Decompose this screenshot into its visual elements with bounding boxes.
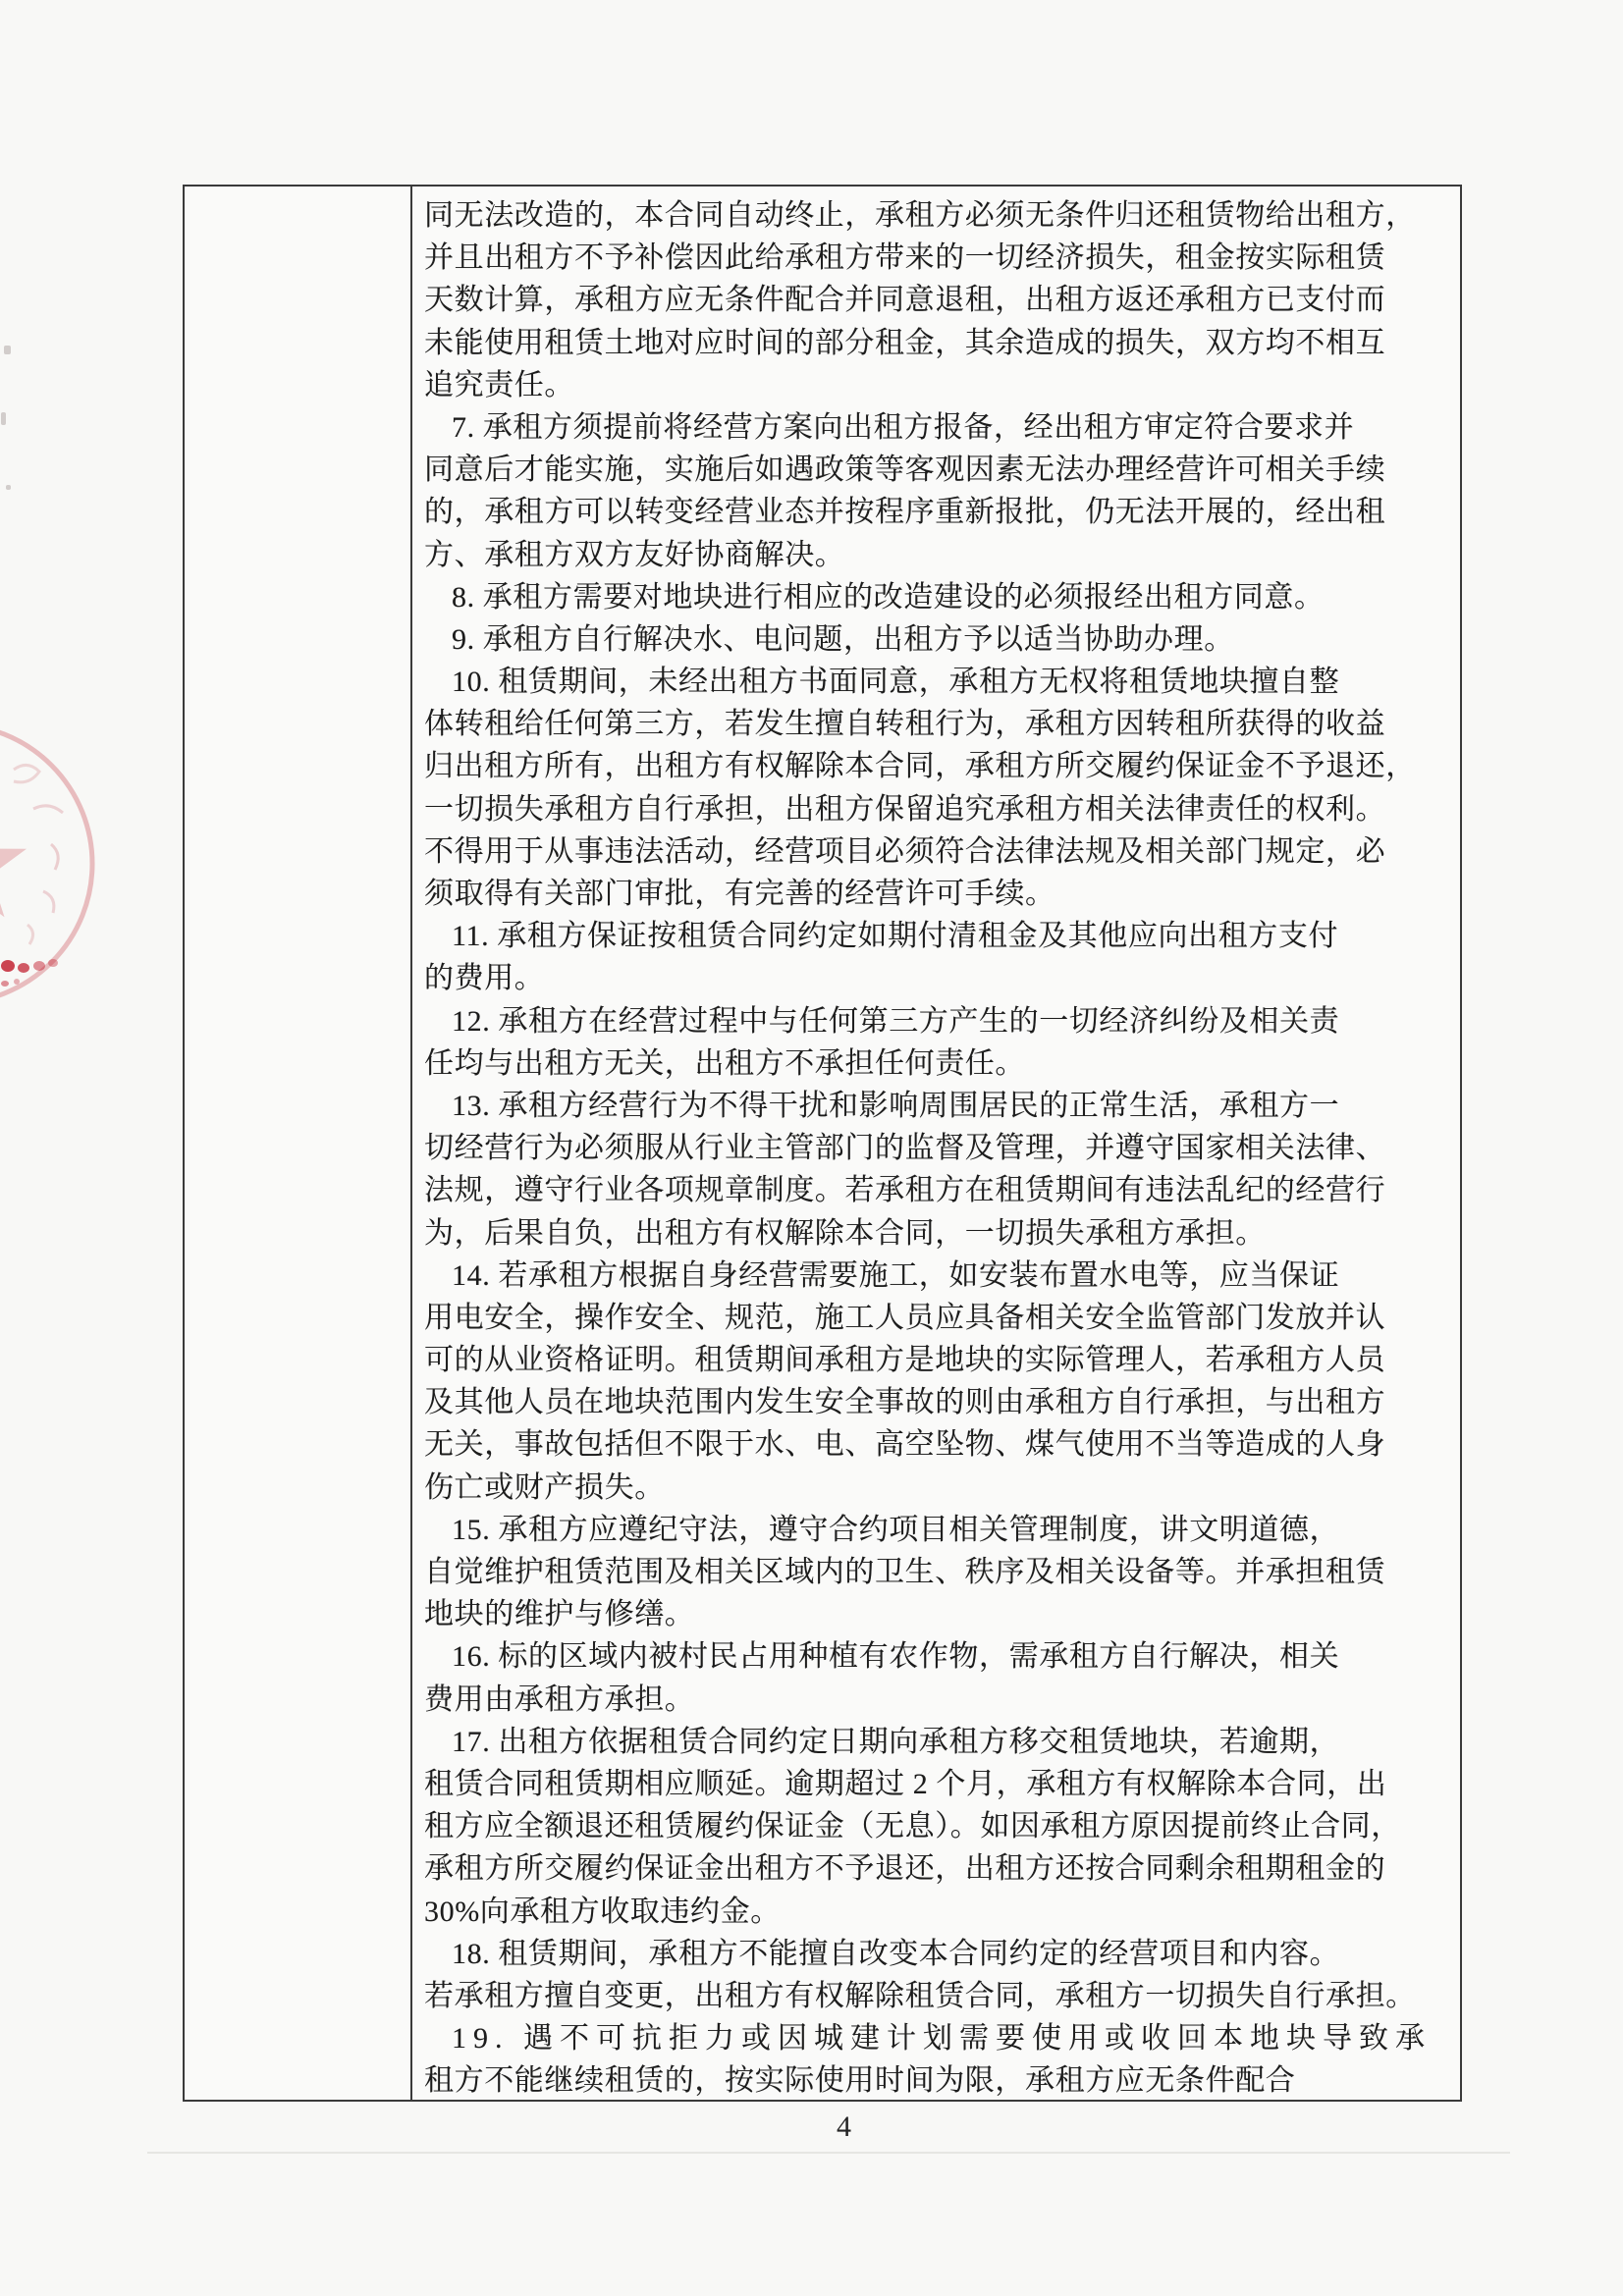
text-line: 11. 承租方保证按租赁合同约定如期付清租金及其他应向出租方支付	[452, 920, 1339, 953]
contract-table	[183, 185, 1462, 2102]
text-line: 的，承租方可以转变经营业态并按程序重新报批，仍无法开展的，经出租	[424, 496, 1386, 529]
text-line: 可的从业资格证明。租赁期间承租方是地块的实际管理人，若承租方人员	[424, 1344, 1386, 1377]
text-line: 天数计算，承租方应无条件配合并同意退租，出租方返还承租方已支付而	[424, 284, 1386, 317]
seal-star-icon	[0, 807, 27, 917]
text-line: 法规，遵守行业各项规章制度。若承租方在租赁期间有违法乱纪的经营行	[424, 1174, 1386, 1207]
text-line: 租方不能继续租赁的，按实际使用时间为限，承租方应无条件配合	[424, 2064, 1296, 2098]
text-line: 未能使用租赁土地对应时间的部分租金，其余造成的损失，双方均不相互	[424, 326, 1386, 359]
text-line: 14. 若承租方根据自身经营需要施工，如安装布置水电等，应当保证	[452, 1258, 1340, 1292]
text-line: 同意后才能实施，实施后如遇政策等客观因素无法办理经营许可相关手续	[424, 454, 1386, 487]
text-line: 8. 承租方需要对地块进行相应的改造建设的必须报经出租方同意。	[452, 580, 1325, 614]
text-line: 7. 承租方须提前将经营方案向出租方报备，经出租方审定符合要求并	[452, 410, 1355, 444]
text-line: 任均与出租方无关，出租方不承担任何责任。	[424, 1046, 1025, 1080]
table-left-column-empty	[185, 187, 412, 2100]
text-line: 及其他人员在地块范围内发生安全事故的则由承租方自行承担，与出租方	[424, 1386, 1386, 1419]
text-line: 费用由承租方承担。	[424, 1682, 695, 1716]
text-line: 一切损失承租方自行承担，出租方保留追究承租方相关法律责任的权利。	[424, 792, 1386, 826]
text-line: 用电安全，操作安全、规范，施工人员应具备相关安全监管部门发放并认	[424, 1301, 1386, 1334]
text-line: 17. 出租方依据租赁合同约定日期向承租方移交租赁地块，若逾期，	[452, 1725, 1340, 1758]
scan-speck	[1, 412, 6, 425]
text-line: 9. 承租方自行解决水、电问题，出租方予以适当协助办理。	[452, 622, 1234, 656]
text-line: 15. 承租方应遵纪守法，遵守合约项目相关管理制度，讲文明道德，	[452, 1513, 1340, 1546]
page-number: 4	[837, 2110, 851, 2143]
text-line: 19. 遇不可抗拒力或因城建计划需要使用或收回本地块导致承	[452, 2022, 1432, 2056]
text-line: 承租方所交履约保证金出租方不予退还，出租方还按合同剩余租期租金的	[424, 1852, 1386, 1886]
text-line: 租方应全额退还租赁履约保证金（无息）。如因承租方原因提前终止合同，	[424, 1810, 1401, 1843]
scan-artifact-line	[147, 2152, 1510, 2154]
text-line: 方、承租方双方友好协商解决。	[424, 538, 845, 571]
text-line: 18. 租赁期间，承租方不能擅自改变本合同约定的经营项目和内容。	[452, 1937, 1340, 1970]
text-line: 伤亡或财产损失。	[424, 1470, 665, 1504]
text-line: 若承租方擅自变更，出租方有权解除租赁合同，承租方一切损失自行承担。	[424, 1979, 1416, 2012]
text-line: 13. 承租方经营行为不得干扰和影响周围居民的正常生活，承租方一	[452, 1089, 1340, 1122]
text-line: 并且出租方不予补偿因此给承租方带来的一切经济损失，租金按实际租赁	[424, 241, 1386, 275]
text-line: 12. 承租方在经营过程中与任何第三方产生的一切经济纠纷及相关责	[452, 1004, 1340, 1038]
text-line: 租赁合同租赁期相应顺延。逾期超过 2 个月，承租方有权解除本合同，出	[424, 1767, 1387, 1800]
text-line: 归出租方所有，出租方有权解除本合同，承租方所交履约保证金不予退还，	[424, 750, 1416, 783]
contract-clauses-text	[412, 187, 1460, 2100]
text-line: 为，后果自负，出租方有权解除本合同，一切损失承租方承担。	[424, 1216, 1266, 1250]
scan-speck	[6, 485, 11, 490]
text-line: 不得用于从事违法活动，经营项目必须符合法律法规及相关部门规定，必	[424, 834, 1386, 868]
text-line: 切经营行为必须服从行业主管部门的监督及管理，并遵守国家相关法律、	[424, 1132, 1386, 1165]
text-line: 同无法改造的，本合同自动终止，承租方必须无条件归还租赁物给出租方，	[424, 199, 1416, 232]
text-line: 追究责任。	[424, 368, 574, 401]
text-line: 的费用。	[424, 962, 545, 995]
text-line: 地块的维护与修缮。	[424, 1598, 695, 1631]
red-seal-stamp	[0, 719, 118, 1013]
text-line: 10. 租赁期间，未经出租方书面同意，承租方无权将租赁地块擅自整	[452, 666, 1340, 699]
scan-speck	[4, 346, 11, 354]
text-line: 自觉维护租赁范围及相关区域内的卫生、秩序及相关设备等。并承担租赁	[424, 1556, 1386, 1588]
text-line: 无关，事故包括但不限于水、电、高空坠物、煤气使用不当等造成的人身	[424, 1428, 1386, 1462]
text-line: 体转租给任何第三方，若发生擅自转租行为，承租方因转租所获得的收益	[424, 708, 1386, 741]
text-line: 16. 标的区域内被村民占用种植有农作物，需承租方自行解决，相关	[452, 1640, 1340, 1674]
text-line: 30%向承租方收取违约金。	[424, 1895, 781, 1928]
text-line: 须取得有关部门审批，有完善的经营许可手续。	[424, 878, 1055, 910]
